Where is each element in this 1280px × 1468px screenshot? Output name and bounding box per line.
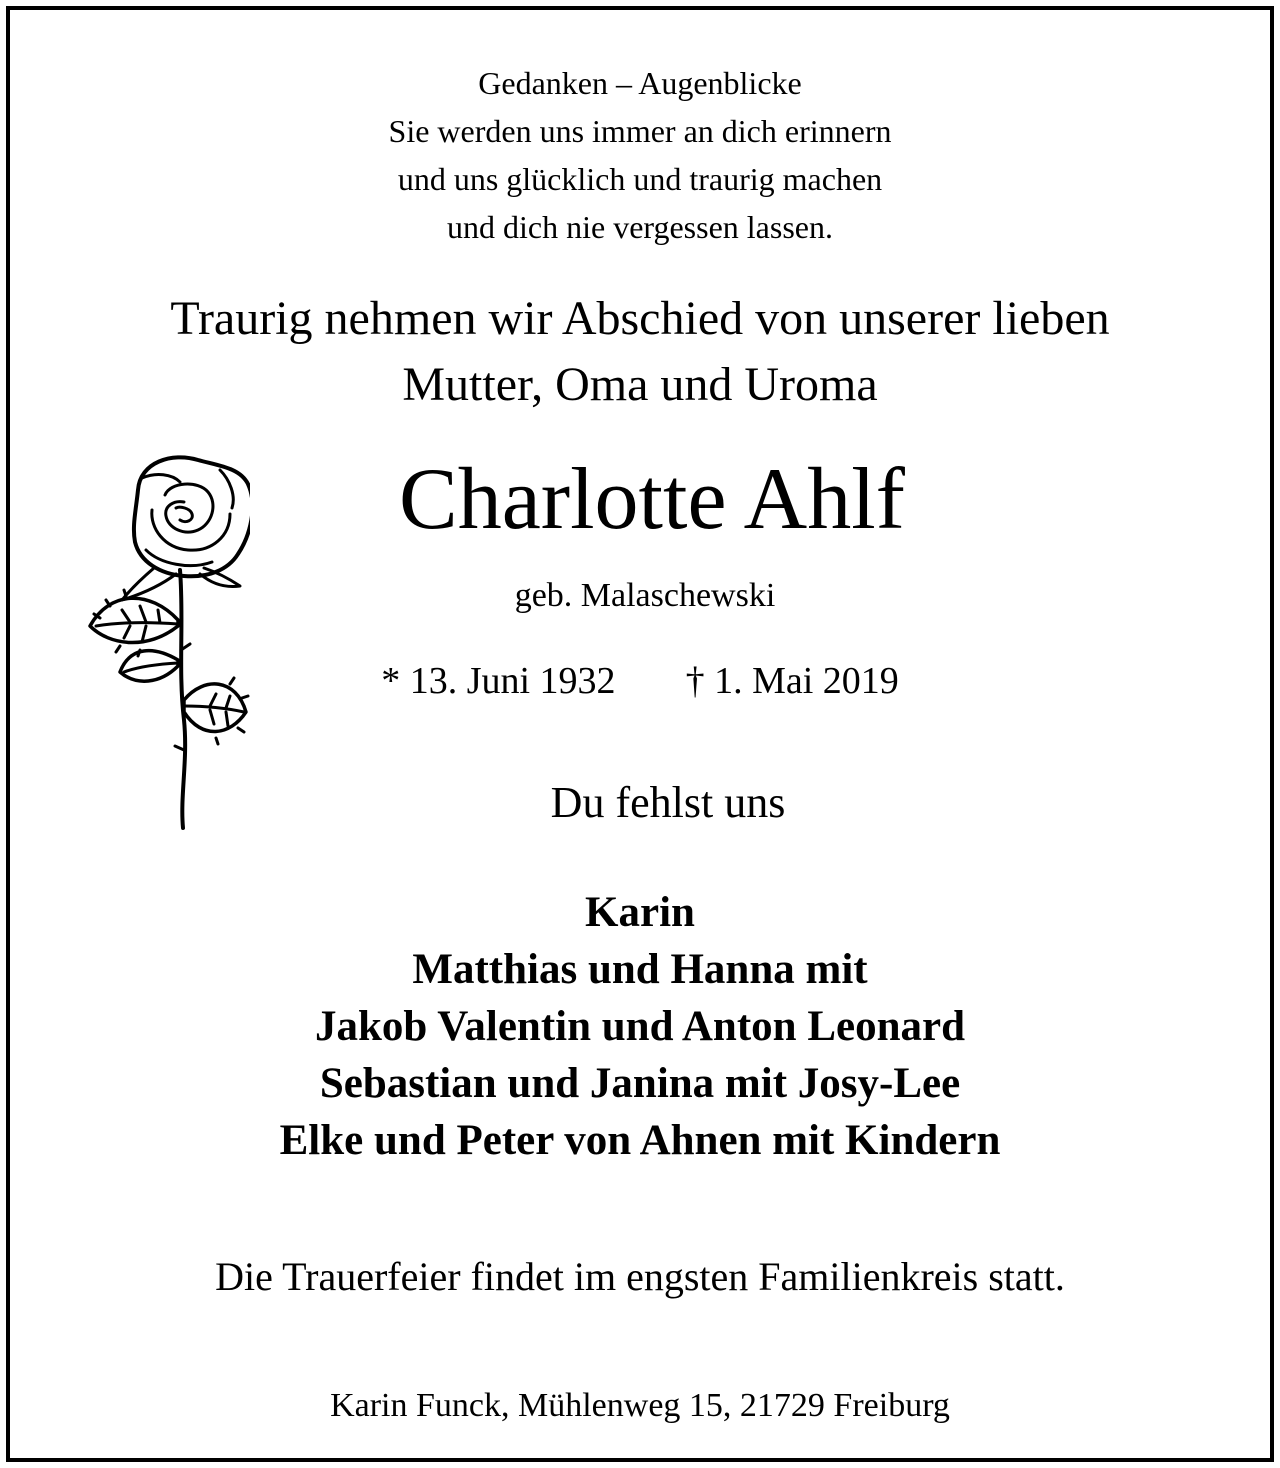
poem-line-3: und uns glücklich und traurig machen — [397, 161, 883, 197]
family-line-3: Jakob Valentin und Anton Leonard — [314, 1003, 966, 1050]
intro-line-1: Traurig nehmen wir Abschied von unserer lieben — [170, 292, 1110, 345]
poem-line-2: Sie werden uns immer an dich erinnern — [388, 113, 892, 149]
poem-line-4: und dich nie vergessen lassen. — [447, 209, 833, 245]
family-line-1: Karin — [585, 889, 695, 936]
poem-line-1: Gedanken – Augenblicke — [478, 65, 802, 101]
contact-address: Karin Funck, Mühlenweg 15, 21729 Freiburg — [330, 1387, 950, 1424]
deceased-name: Charlotte Ahlf — [399, 451, 905, 548]
death-date: † 1. Mai 2019 — [685, 660, 899, 702]
family-line-5: Elke und Peter von Ahnen mit Kindern — [279, 1117, 1001, 1164]
family-line-4: Sebastian und Janina mit Josy-Lee — [319, 1060, 961, 1107]
birth-name: geb. Malaschewski — [514, 577, 776, 614]
life-dates — [0, 658, 1280, 704]
intro-line-2: Mutter, Oma und Uroma — [402, 358, 878, 411]
birth-date: * 13. Juni 1932 — [381, 660, 616, 702]
farewell-message: Du fehlst uns — [550, 778, 786, 827]
ceremony-note: Die Trauerfeier findet im engsten Familienkreis statt. — [215, 1254, 1065, 1299]
family-line-2: Matthias und Hanna mit — [412, 946, 868, 993]
